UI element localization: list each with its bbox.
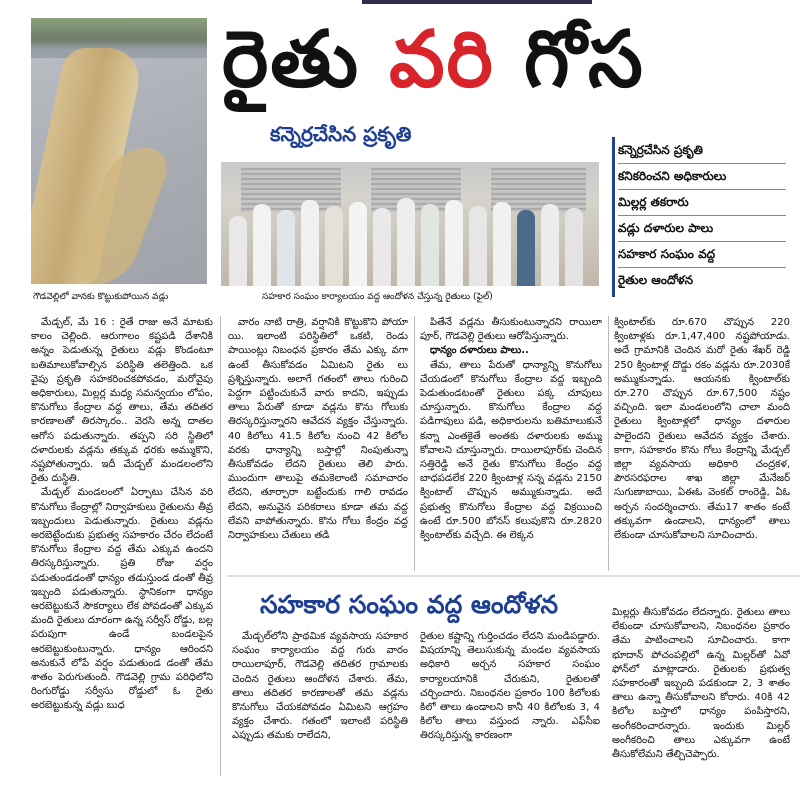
column-divider — [414, 316, 415, 571]
sidebar-item: వడ్లు దళారుల పాలు — [618, 221, 714, 235]
sub-article-title: సహకార సంఘం వద్ద ఆందోళన — [260, 590, 559, 619]
article-column-4 — [614, 316, 790, 571]
photo-farmers-protest — [221, 162, 599, 286]
sidebar-item: కనికరించని అధికారులు — [618, 169, 727, 183]
person-figure — [301, 200, 319, 286]
paragraph: మేడ్చల్, మే 16 : రైతే రాజు అనే మాటకు కాలం చెల్లింది. ఆరుగాలం కష్టపడి దేశానికి అన్నం పెడుతున్న రైతులు వడ్లు కొండంటూ బతిమాలుకోవాల్సిన పరిస్థితి తలెత్తింది. ఒక వైపు ప్రకృతి సహకరించకపోవడం, మరోవైపు అధికారులు, మిల్లర్ల మధ్య సమన్వయం లోపం, కొనుగోలు కేంద్రాల వద్ద తాలు, తేమ తదితర కారణాలతో తిరస్కారం.. వెరసి అన్న దాతల ఆగోస పడుతున్నారు. తప్పని సరి స్థితిలో దళారులకు వడ్లను తక్కువ ధరకు అమ్ముకొని, నష్టపోతున్నారు. ఇదీ మేడ్చల్ మండలంలోని రైతు దుస్థితి. — [31, 317, 213, 485]
bottom-fade — [31, 760, 211, 786]
sub-article-column-2 — [420, 630, 600, 780]
top-bar — [362, 0, 592, 4]
person-figure — [421, 204, 439, 286]
article-column-2 — [228, 316, 408, 571]
sub-article-column-1 — [232, 630, 408, 780]
sidebar-rule — [618, 189, 786, 190]
subheadline: కన్నెర్రచేసిన ప్రకృతి — [270, 122, 412, 146]
person-figure — [229, 216, 247, 286]
sidebar-rule — [618, 267, 786, 268]
person-figure — [541, 204, 559, 286]
person-figure — [565, 208, 583, 286]
person-figure — [349, 202, 367, 286]
sidebar-rule — [618, 163, 786, 164]
sidebar-rule — [618, 241, 786, 242]
paragraph: మేడ్చల్ మండలంలో ఏర్పాటు చేసిన వరి కొనుగోలు కేంద్రాల్లో నిర్వాహకులు రైతులను తీవ్ర ఇబ్బందులు పెడుతున్నారు. రైతులు వడ్లను అరబెట్టేందుకు ప్రభుత్వ సహకారం చేరం లేదంటే కొనుగోలు కేంద్రాల వద్ద తేమ ఎక్కువ ఉందని తిరస్కరిస్తున్నారు. ప్రతి రోజు వర్షం పడుతుండడంతో ధాన్యం తడుస్తుండ డంతో తీవ్ర ఇబ్బంది పడుతున్నారు. స్థానికంగా ధాన్యం ఆరబెట్టుకునే సౌకర్యాలు లేక పోవడంతో ఎక్కువ మంది రైతులు దూరంగా ఉన్న సర్వీస్ రోడ్డు, బల్ల పరుపుగా ఉండే బండలపైన ఆరబెట్టుకుంటున్నారు. ధాన్యం ఆరిందని అనుకునే లోపే వర్షం పడుతుండ డంతో తేమ శాతం పెరుగుతుంది. గౌడవెల్లి గ్రామ పరిధిలోని రింగురోడ్డు సర్వీసు రోడ్డులో ఓ రైతు అరబెట్టుకున్న వడ్లు బుధ — [31, 487, 213, 712]
paragraph: వారం నాటి రాత్రి, వర్షానికి కొట్టుకొని పోయా యి. ఇలాంటి పరిస్థితిలో ఒకటి, రెండు పాయింట్లు నిబంధన ప్రకారం తేమ ఎక్కు వగా ఉంటే తీసుకోవడం ఏమిటని రైతు లు ప్రశ్నిస్తున్నారు. అలాగే గతంలో తాలు గురించి పెద్దగా పట్టించుకునే వారు కాదని, ఇప్పుడు తాలు పేరుతో కూడా వడ్లను కొను గోలుకు తిరస్కరిస్తున్నారని ఆవేదన వ్యక్తం చేస్తున్నారు. 40 కిలోలు 41.5 కిలోల నుంచి 42 కిలోల వరకు ధాన్యాన్ని బస్తాల్లో నింపుతున్నా తీసుకోవడం లేదని రైతులు తెలి పారు. ముందుగా తాలుపై తమకెలాంటి సమాచారం లేదని, తూర్పారా బట్టేందుకు గాలి రావడం లేదని, అనువైన పరికరాలు కూడా తమ వద్ద లేవని వాపోతున్నారు. కొను గోలు కేంద్రం వద్ద నిర్వాహకులు చేతులు తడి — [228, 317, 408, 542]
sidebar-accent-bar — [612, 137, 615, 297]
section-subheading: ధాన్యం దళారులు పాలు.. — [430, 345, 529, 357]
paragraph: రైతుల కష్టాన్ని గుర్తించడం లేదని మండిపడ్డారు. విషయాన్ని తెలుసుకున్న మండల వ్యవసాయ అధికారి అర్చన సహకార సంఘం కార్యాలయానికి చేరుకుని, రైతులతో చర్చించారు. నిబంధనల ప్రకారం 100 కిలోలకు కిలో తాలు ఉండాలని కానీ 40 కిలోలకు 3, 4 కిలోల తాలు వస్తుంద న్నారు. ఎఫ్‌సీఐ తిరస్కరిస్తున్న కారణంగా — [420, 631, 600, 742]
sidebar-item: సహకార సంఘం వద్ద — [618, 247, 716, 261]
person-figure — [373, 208, 391, 286]
headline — [222, 6, 770, 114]
column-divider — [220, 316, 221, 776]
person-figure — [517, 210, 535, 286]
person-figure — [325, 206, 343, 286]
headline-part3: గోస — [494, 14, 645, 105]
paragraph: మేడ్చల్‌లోని ప్రాథమిక వ్యవసాయ సహకార సంఘం కార్యాలయం వద్ద గురు వారం రాయిలాపూర్, గౌడవెల్లి తదితర గ్రామాలకు చెందిన రైతులు ఆందోళన చేశారు. తేమ, తాలు తదితర కారణాలతో తమ వడ్లను కొనుగోలు చేయకపోవడం ఏమిటని ఆగ్రహం వ్యక్తం చేశారు. గతంలో ఇలాంటి పరిస్థితి ఎప్పుడు తమకు రాలేదని, — [232, 631, 408, 742]
article-column-1 — [31, 316, 213, 776]
person-figure — [397, 198, 415, 286]
person-figure — [277, 210, 295, 286]
person-figure — [253, 204, 271, 286]
paragraph: క్వింటాల్‌కు రూ.670 చొప్పున 220 క్వింటాళ్లకు రూ.1,47,400 నష్టపోయాడు. అదే గ్రామానికి చెందిన మరో రైతు శేఖర్ రెడ్డి 250 క్వింటాళ్ల దొడ్డు రకం వడ్లను రూ.2030కే అమ్ముకున్నాడు. ఆయనకు క్వింటాల్‌కు రూ.270 చొప్పున రూ.67,500 నష్టం వచ్చింది. ఇలా మండలంలోని చాలా మంది రైతులు క్వింటాళ్లలో ధాన్యం దళారుల పాలైందని రైతులు ఆవేదన వ్యక్తం చేశారు. కాగా, సహకారం కొను గోలు కేంద్రాన్ని మేడ్చల్ జిల్లా వ్యవసాయ అధికారి చంద్రకళ, పౌరసరఫరాల శాఖ జిల్లా మేనేజర్ సుగుణాబాయి, ఏఈఓ వెంకట్ రాంరెడ్డి, ఏఓ అర్చన సందర్శించారు. తేమ17 శాతం కంటే తక్కువగా ఉండాలని, ధాన్యంలో తాలు లేకుండా చూసుకోవాలని సూచించారు. — [614, 317, 790, 542]
person-figure — [493, 202, 511, 286]
headline-part1: రైతు — [222, 14, 390, 105]
paragraph: పితేనే వడ్లను తీసుకుంటున్నారని రాయిలా పూర్, గౌడవెల్లి రైతులు ఆరోపిస్తున్నారు. — [420, 317, 602, 343]
person-figure — [469, 206, 487, 286]
photo-paddy-on-road — [31, 18, 207, 284]
photo-center-caption: సహకార సంఘం కార్యాలయం వద్ద ఆందోళన చేస్తున్న రైతులు (ఫైల్) — [262, 292, 493, 302]
headline-part2: వరి — [389, 14, 495, 105]
sidebar-rule — [618, 215, 786, 216]
paragraph: మిల్లర్లు తీసుకోవడం లేదన్నారు. రైతులు తాలు లేకుండా చూసుకోవాలని, నిబంధనల ప్రకారం తేమ పాటించాలని సూచించారు. కాగా భూదాన్ పోచంపల్లిలో ఉన్న మిల్లర్‌తో ఏవో ఫోన్‌లో మాట్లాడారు. రైతులకు ప్రభుత్వ సహకారంతో ఇబ్బంది పడకుండా 2, 3 శాతం తాలు ఉన్నా తీసుకోవాలని కోరారు. 40కి 42 కిలోల బస్తాలో ధాన్యం పంపిస్తారని, అంగీకరించారన్నారు. ఇందుకు మిల్లర్ అంగీకరించి తాలు ఎక్కువగా ఉంటే తీసుకోలేమని తేల్చిచెప్పారు. — [612, 607, 790, 761]
sidebar-item: మిల్లర్ల తకరారు — [618, 195, 689, 209]
column-divider — [608, 316, 609, 571]
sub-article-column-3 — [612, 606, 790, 780]
paragraph: తేమ, తాలు పేరుతో ధాన్యాన్ని కొనుగోలు చేయడంలో కొనుగోలు కేంద్రాల వద్ద ఇబ్బంది పెడుతుండటంతో రైతులు పక్క చూపులు చూస్తున్నారు. కొనుగోలు కేంద్రాల వద్ద పడిగాపులు పడి, అధికారులను బతిమాలుకునే కన్నా ఎంతకైతే అంతకు దళారులకు అమ్ము కోవాలని చూస్తున్నారు. రాయిలాపూర్‌కు చెందిన సత్తిరెడ్డి అనే రైతు కొనుగోలు కేంద్రం వద్ద బాధపడలేక 220 క్వింటాళ్ల సన్న వడ్లను 2150 క్వింటాల్ చొప్పున అమ్ముకున్నాడు. అదే ప్రభుత్వ కొనుగోలు కేంద్రాల వద్ద విక్రయించి ఉంటే రూ.500 బోనస్ కలుపుకొని రూ.2820 క్వింటాల్‌కు వచ్చేది. ఈ లెక్కన — [420, 359, 602, 542]
sidebar-highlights — [612, 137, 790, 297]
photo-left-caption: గౌడవెల్లిలో వానకు కొట్టుకుపోయిన వడ్లు — [33, 292, 169, 302]
person-figure — [445, 200, 463, 286]
sidebar-item: కన్నెర్రచేసిన ప్రకృతి — [618, 143, 703, 157]
sidebar-item: రైతుల ఆందోళన — [618, 273, 694, 287]
article-column-3 — [420, 316, 602, 571]
